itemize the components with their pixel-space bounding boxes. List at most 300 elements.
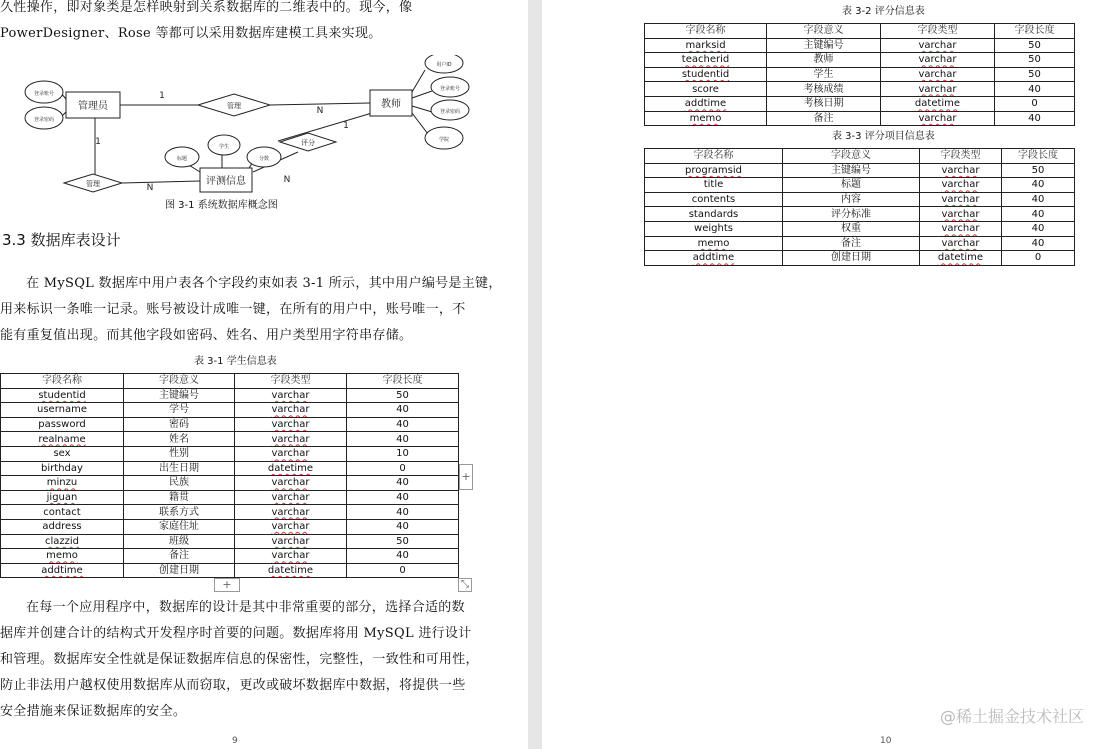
cell-text: varchar [918,112,957,124]
page-number-10: 10 [880,736,892,746]
table-row [1,403,459,418]
table-cell [1,505,124,520]
cell-text: varchar [941,208,980,220]
column-header: 字段类型 [881,24,995,39]
table-cell [881,53,995,68]
table-cell [767,67,881,82]
table-cell [124,476,235,491]
table-cell [920,221,1002,236]
attr-review-title: 标题 [176,156,188,162]
er-diagram [0,55,480,200]
table-cell [235,417,347,432]
cell-text: score [692,83,719,95]
table-cell [347,490,459,505]
entity-admin: 管理员 [78,101,108,112]
table-cell [645,236,783,251]
cell-text: 籍贯 [169,492,189,504]
para2-line-2: 据库并创建合计的结构式开发程序时首要的问题。数据库将用 MySQL 进行设计 [0,626,472,641]
table-cell [1,563,124,578]
table-cell [645,96,767,111]
cell-text: 姓名 [169,433,189,445]
table-cell [347,476,459,491]
cell-text: title [703,179,724,191]
cell-text: clazzid [44,535,80,547]
cell-text: varchar [918,83,957,95]
table-row [1,534,459,549]
cell-text: 40 [396,477,409,489]
table-cell [920,236,1002,251]
cell-text: standards [688,208,739,220]
cardinality-teacher-manage: N [316,106,324,116]
table-row [645,207,1075,222]
table-cell [1002,236,1075,251]
table-row [645,236,1075,251]
cell-text: 内容 [841,194,861,206]
column-header: 字段长度 [1002,149,1075,164]
table-cell [783,251,920,266]
table-cell [1,446,124,461]
para1-line-2: 用来标识一条唯一记录。账号被设计成唯一键，在所有的用户中，账号唯一，不 [0,302,466,317]
table-row [645,111,1075,126]
cell-text: 民族 [169,477,189,489]
attr-teacher-login-account: 登录账号 [439,86,461,92]
table-cell [1002,163,1075,178]
cell-text: studentid [38,389,86,401]
table-row [645,163,1075,178]
table-cell [783,192,920,207]
cell-text: 40 [396,521,409,533]
figure-caption: 图 3-1 系统数据库概念图 [165,200,278,211]
table-cell [235,505,347,520]
cell-text: 权重 [841,223,861,235]
entity-teacher: 教师 [381,99,401,110]
page-10 [542,0,1104,749]
cell-text: varchar [941,223,980,235]
cell-text: 40 [396,492,409,504]
cell-text: memo [697,237,730,249]
cell-text: password [38,419,86,431]
column-header: 字段名称 [645,24,767,39]
cell-text: 学号 [169,404,189,416]
cell-text: 学生 [813,69,834,81]
para2-line-1: 在每一个应用程序中，数据库的设计是其中非常重要的部分，选择合适的数 [26,600,465,615]
cell-text: username [37,404,87,416]
page-number-9: 9 [232,736,238,746]
intro-line-1: 久性操作，即对象类是怎样映射到关系数据库的二维表中的。现今，像 [0,0,413,15]
table-cell [347,388,459,403]
table-cell [235,476,347,491]
score-item-table [644,148,1075,266]
cell-text: varchar [271,506,310,518]
table-cell [645,53,767,68]
table-cell [235,461,347,476]
relation-manage-2: 管理 [86,180,100,188]
table-cell [920,192,1002,207]
table-cell [645,82,767,97]
table-cell [920,207,1002,222]
paragraph-2 [0,595,479,725]
cardinality-admin-manage2: 1 [95,137,101,147]
table-row [1,476,459,491]
para2-line-5: 安全措施来保证数据库的安全。 [0,704,187,719]
table-cell [235,490,347,505]
cell-text: 备注 [813,112,834,124]
attr-review-student: 学生 [218,144,230,150]
watermark: @稀土掘金技术社区 [939,707,1084,726]
cell-text: 50 [1028,39,1041,51]
table-cell [1002,251,1075,266]
table-cell [235,519,347,534]
table-cell [881,96,995,111]
cell-text: 联系方式 [159,506,199,518]
paragraph-1 [0,271,502,349]
cell-text: 性别 [169,448,189,460]
table-cell [995,111,1075,126]
table-cell [347,403,459,418]
table-cell [347,446,459,461]
page-9 [0,0,528,749]
intro-paragraph [0,0,456,47]
cell-text: 40 [1031,179,1045,191]
cell-text: varchar [271,433,310,445]
table-cell [124,446,235,461]
table-row [645,38,1075,53]
cell-text: 50 [1028,54,1041,66]
cardinality-review-manage2: N [146,183,154,193]
cell-text: varchar [271,535,310,547]
table-cell [124,388,235,403]
cell-text: 班级 [169,535,189,547]
table-cell [920,251,1002,266]
table-cell [995,53,1075,68]
table-cell [920,163,1002,178]
cell-text: 40 [396,433,409,445]
cell-text: memo [689,112,722,124]
section-heading: 3.3 数据库表设计 [2,231,121,249]
table-cell [235,534,347,549]
table-row [645,53,1075,68]
table-row [1,446,459,461]
cell-text: 考核成绩 [803,83,844,95]
table-cell [235,403,347,418]
table-row [1,549,459,564]
table-row [645,67,1075,82]
table-row [645,82,1075,97]
table-cell [1,534,124,549]
table-cell [235,388,347,403]
cell-text: 密码 [169,419,189,431]
table-cell [1,417,124,432]
table-cell [995,82,1075,97]
table-row [1,519,459,534]
column-header: 字段名称 [1,374,124,389]
para2-line-3: 和管理。数据库安全性就是保证数据库信息的保密性，完整性，一致性和可用性， [0,652,479,667]
cell-text: 0 [1031,98,1038,110]
cell-text: 家庭住址 [159,521,199,533]
cell-text: varchar [941,194,980,206]
table-cell [124,563,235,578]
score-info-table [644,23,1075,126]
cell-text: 0 [399,565,406,577]
cell-text: teacherid [681,54,730,66]
table-row [645,192,1075,207]
column-header: 字段意义 [124,374,235,389]
cell-text: datetime [267,462,314,474]
cell-text: memo [46,550,78,562]
cell-text: 教师 [813,54,834,66]
cell-text: 备注 [169,550,189,562]
column-header: 字段长度 [995,24,1075,39]
table-cell [783,163,920,178]
table-cell [1,461,124,476]
attr-admin-account: 登录账号 [33,91,55,97]
table-cell [347,417,459,432]
table-cell [347,432,459,447]
relation-manage-1: 管理 [227,102,241,110]
table-cell [645,192,783,207]
table-row [1,461,459,476]
attr-teacher-userid: 用户ID [436,62,452,68]
table-cell [235,549,347,564]
cell-text: varchar [941,179,980,191]
table-cell [1,549,124,564]
cell-text: 50 [396,389,409,401]
table-cell [124,403,235,418]
cell-text: 40 [396,404,409,416]
table-cell [235,446,347,461]
table-cell [235,432,347,447]
table-cell [645,207,783,222]
cell-text: 标题 [841,179,861,191]
cardinality-teacher-eval: 1 [343,121,349,131]
table-cell [995,38,1075,53]
table-cell [767,111,881,126]
add-column-button[interactable]: + [459,464,473,490]
table-cell [1002,207,1075,222]
table-cell [783,207,920,222]
cell-text: varchar [918,54,957,66]
entity-review: 评测信息 [206,176,246,187]
table-header-row [645,24,1075,39]
cell-text: 40 [1028,112,1041,124]
table-cell [1002,178,1075,193]
table-cell [124,505,235,520]
table-cell [1,403,124,418]
table-cell [1,476,124,491]
column-header: 字段意义 [767,24,881,39]
table-row [645,251,1075,266]
table-row [1,432,459,447]
cell-text: datetime [267,565,314,577]
cell-text: 创建日期 [831,252,871,264]
table-cell [1,490,124,505]
cell-text: realname [38,433,86,445]
cell-text: sex [53,448,71,460]
table-cell [645,251,783,266]
table-cell [920,178,1002,193]
table2-caption: 表 3-2 评分信息表 [842,6,925,17]
cell-text: varchar [271,419,310,431]
table-cell [995,67,1075,82]
cell-text: 40 [396,550,409,562]
table-cell [347,505,459,520]
table-cell [1,519,124,534]
table-cell [347,519,459,534]
table-cell [881,67,995,82]
table-cell [783,178,920,193]
column-header: 字段类型 [235,374,347,389]
table-cell [881,82,995,97]
cell-text: contact [43,506,81,518]
table-cell [995,96,1075,111]
column-header: 字段长度 [347,374,459,389]
cell-text: 主键编号 [831,164,871,176]
table-cell [645,111,767,126]
table-cell [783,236,920,251]
cell-text: address [42,521,82,533]
cell-text: 40 [396,419,409,431]
cell-text: 50 [1031,164,1045,176]
table-cell [645,221,783,236]
cell-text: varchar [271,448,310,460]
cell-text: studentid [681,69,730,81]
table-row [1,490,459,505]
table-cell [347,563,459,578]
cell-text: 50 [1028,69,1041,81]
table-cell [124,461,235,476]
cell-text: 评分标准 [831,208,871,220]
cell-text: datetime [914,98,961,110]
attr-teacher-login-password: 登录密码 [439,109,461,115]
table-cell [645,67,767,82]
cell-text: varchar [271,404,310,416]
cell-text: birthday [41,462,83,474]
cell-text: 出生日期 [159,462,199,474]
cell-text: 0 [1034,252,1042,264]
attr-review-score: 分数 [258,156,270,162]
cell-text: jiguan [46,492,78,504]
cell-text: weights [694,223,733,235]
cell-text: 主键编号 [159,389,199,401]
cell-text: addtime [692,252,735,264]
cell-text: varchar [271,389,310,401]
table-cell [124,534,235,549]
table3-caption: 表 3-3 评分项目信息表 [832,131,935,142]
column-header: 字段类型 [920,149,1002,164]
cell-text: 40 [1031,237,1045,249]
table-cell [881,111,995,126]
cell-text: programsid [684,164,743,176]
table-header-row [1,374,459,389]
para1-line-3: 能有重复值出现。而其他字段如密码、姓名、用户类型用字符串存储。 [0,328,413,343]
table-cell [783,221,920,236]
table1-caption: 表 3-1 学生信息表 [194,356,277,367]
relation-evaluate: 评分 [301,139,315,147]
table-resize-handle[interactable]: ⤡ [458,578,472,592]
cell-text: addtime [41,565,83,577]
table-cell [767,96,881,111]
table-cell [124,490,235,505]
table-cell [767,82,881,97]
cell-text: 主键编号 [803,39,844,51]
table-row [1,563,459,578]
table-row [1,417,459,432]
cell-text: 40 [1031,208,1045,220]
column-header: 字段意义 [783,149,920,164]
cell-text: varchar [271,521,310,533]
para1-line-1: 在 MySQL 数据库中用户表各个字段约束如表 3-1 所示，其中用户编号是主键， [26,276,502,291]
table-cell [881,38,995,53]
student-info-table [0,373,459,578]
cell-text: marksid [685,39,726,51]
cell-text: 备注 [841,237,861,249]
attr-teacher-college: 学院 [438,137,450,143]
table-row [645,221,1075,236]
cell-text: varchar [271,477,310,489]
cell-text: contents [691,194,736,206]
table-cell [767,38,881,53]
para2-line-4: 防止非法用户越权使用数据库从而窃取，更改或破坏数据库中数据，将提供一些 [0,678,466,693]
cell-text: 考核日期 [803,98,844,110]
table-cell [645,38,767,53]
cell-text: datetime [937,252,984,264]
table-cell [124,549,235,564]
table-cell [124,432,235,447]
cell-text: varchar [271,492,310,504]
table-row [1,505,459,520]
attr-admin-password: 登录密码 [33,117,55,123]
cell-text: varchar [918,69,957,81]
cell-text: varchar [941,164,980,176]
cardinality-admin-manage: 1 [159,91,165,101]
table-cell [347,549,459,564]
table-cell [235,563,347,578]
table-cell [1,388,124,403]
cell-text: 40 [1031,194,1045,206]
column-header: 字段名称 [645,149,783,164]
table-cell [124,417,235,432]
table-row [645,96,1075,111]
table-row [1,388,459,403]
table-cell [1002,192,1075,207]
cell-text: 0 [399,462,406,474]
table-header-row [645,149,1075,164]
cell-text: 创建日期 [159,565,199,577]
cell-text: minzu [46,477,78,489]
table-cell [1002,221,1075,236]
table-cell [767,53,881,68]
cardinality-review-eval: N [283,175,291,185]
add-row-button[interactable]: + [214,578,240,592]
table-row [645,178,1075,193]
cell-text: varchar [918,39,957,51]
cell-text: 10 [396,448,409,460]
table-cell [347,534,459,549]
table-cell [124,519,235,534]
table-cell [1,432,124,447]
cell-text: 40 [1031,223,1045,235]
cell-text: varchar [941,237,980,249]
cell-text: 40 [1028,83,1041,95]
cell-text: varchar [271,550,310,562]
table-cell [645,163,783,178]
table-cell [645,178,783,193]
cell-text: 50 [396,535,409,547]
intro-line-2: PowerDesigner、Rose 等都可以采用数据库建模工具来实现。 [0,26,382,41]
table-cell [347,461,459,476]
cell-text: 40 [396,506,409,518]
cell-text: addtime [684,98,727,110]
